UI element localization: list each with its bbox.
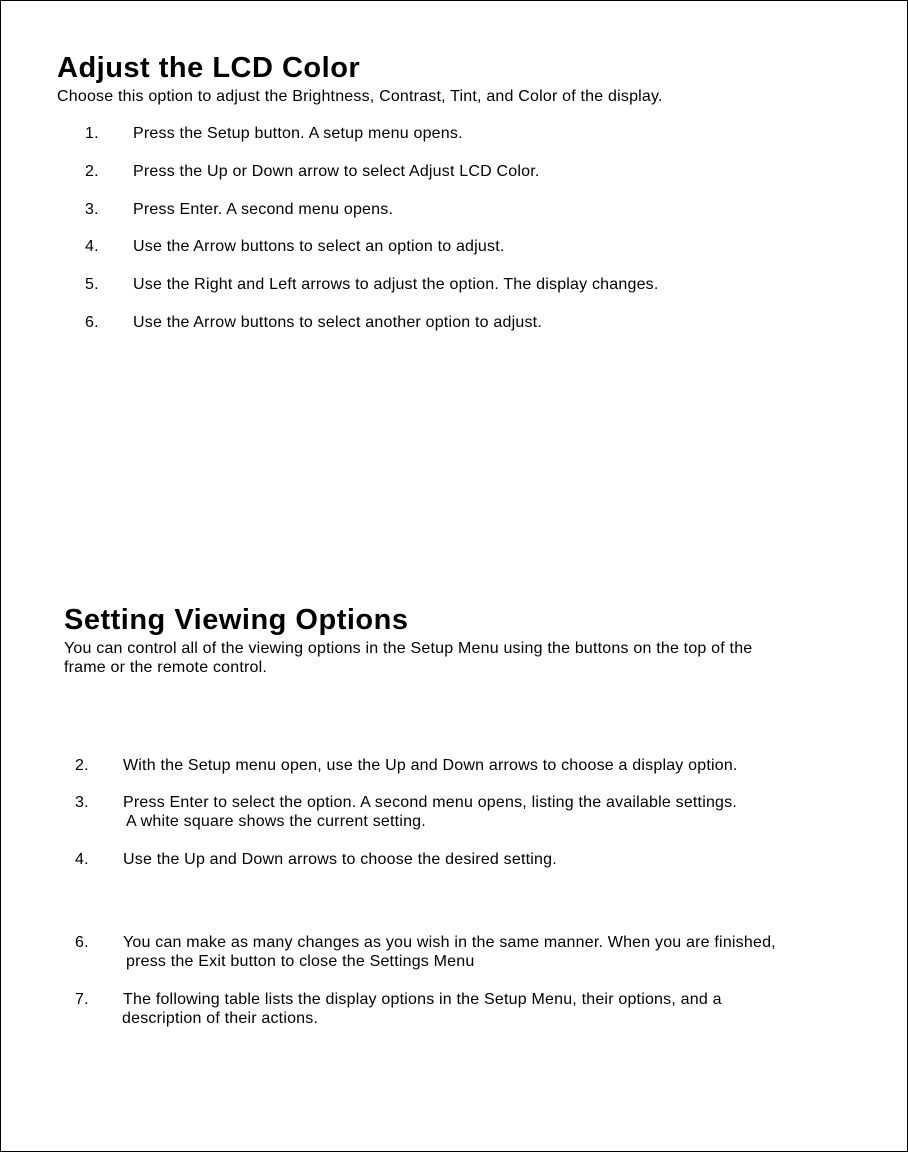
step-text: Press the Setup button. A setup menu opens. bbox=[133, 125, 463, 142]
step-text: Use the Up and Down arrows to choose the desired setting. bbox=[123, 851, 557, 868]
step-number: 3. bbox=[85, 201, 99, 218]
section-intro-line-2: frame or the remote control. bbox=[64, 659, 268, 676]
step-text: Press Enter. A second menu opens. bbox=[133, 201, 394, 218]
step-text: Press the Up or Down arrow to select Adjust LCD Color. bbox=[133, 163, 540, 180]
step-number: 7. bbox=[75, 991, 89, 1008]
step-text: With the Setup menu open, use the Up and Down arrows to choose a display option. bbox=[123, 757, 738, 774]
step-text: Use the Right and Left arrows to adjust the option. The display changes. bbox=[133, 276, 659, 293]
section-title-lcd-color: Adjust the LCD Color bbox=[57, 52, 361, 84]
step-number: 4. bbox=[85, 238, 99, 255]
step-text: Use the Arrow buttons to select another option to adjust. bbox=[133, 314, 542, 331]
step-text-continued: description of their actions. bbox=[122, 1010, 319, 1027]
step-text-continued: press the Exit button to close the Settings Menu bbox=[126, 953, 475, 970]
step-number: 6. bbox=[85, 314, 99, 331]
step-text-continued: A white square shows the current setting. bbox=[126, 813, 426, 830]
step-number: 2. bbox=[85, 163, 99, 180]
step-number: 6. bbox=[75, 934, 89, 951]
step-number: 5. bbox=[85, 276, 99, 293]
section-intro-line-1: You can control all of the viewing options in the Setup Menu using the buttons on the top of the bbox=[64, 640, 753, 657]
step-number: 3. bbox=[75, 794, 89, 811]
step-text: Use the Arrow buttons to select an option to adjust. bbox=[133, 238, 505, 255]
step-number: 4. bbox=[75, 851, 89, 868]
step-text: You can make as many changes as you wish in the same manner. When you are finished, bbox=[123, 934, 776, 951]
step-number: 2. bbox=[75, 757, 89, 774]
section-intro-lcd-color: Choose this option to adjust the Brightness, Contrast, Tint, and Color of the display. bbox=[57, 88, 663, 105]
step-text: Press Enter to select the option. A second menu opens, listing the available settings. bbox=[123, 794, 738, 811]
step-text: The following table lists the display options in the Setup Menu, their options, and a bbox=[123, 991, 722, 1008]
step-number: 1. bbox=[85, 125, 99, 142]
section-title-viewing-options: Setting Viewing Options bbox=[64, 604, 409, 636]
